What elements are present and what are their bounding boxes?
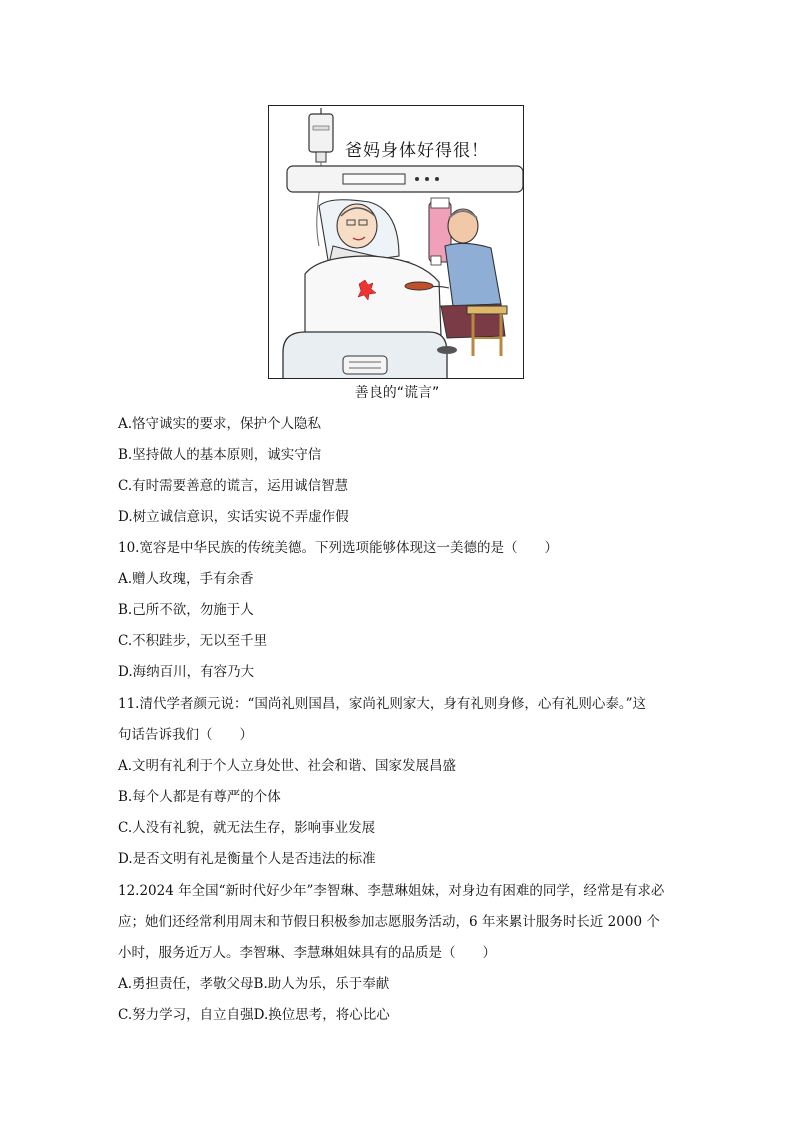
q12-stem-line3: 小时，服务近万人。李智琳、李慧琳姐妹具有的品质是（ ） [118, 945, 496, 961]
q11-option-b: B.每个人都是有尊严的个体 [118, 789, 281, 805]
q10-option-d: D.海纳百川，有容乃大 [118, 664, 255, 680]
q12-options-line1: A.勇担责任，孝敬父母B.助人为乐，乐于奉献 [118, 976, 390, 992]
q11-stem-line2: 句话告诉我们（ ） [118, 727, 253, 743]
q9-option-a: A.恪守诚实的要求，保护个人隐私 [118, 416, 322, 432]
speech-bubble-text: 爸妈身体好得很！ [345, 141, 489, 161]
q11-option-a: A.文明有礼利于个人立身处世、社会和谐、国家发展昌盛 [118, 758, 457, 774]
q12-options-line2: C.努力学习，自立自强D.换位思考，将心比心 [118, 1007, 390, 1023]
figure-caption: 善良的“谎言” [354, 385, 440, 401]
q9-option-d: D.树立诚信意识，实话实说不弄虚作假 [118, 509, 349, 525]
blanket [305, 256, 441, 344]
q12-stem-line2: 应；她们还经常利用周末和节假日积极参加志愿服务活动，6 年来累计服务时长近 2000 个 [118, 914, 660, 930]
q12-stem-line1: 12.2024 年全国“新时代好少年”李智琳、李慧琳姐妹，对身边有困难的同学，经常是有求必 [118, 883, 665, 899]
q10-stem: 10.宽容是中华民族的传统美德。下列选项能够体现这一美德的是（ ） [118, 540, 558, 556]
q10-option-a: A.赠人玫瑰，手有余香 [118, 571, 254, 587]
q10-option-c: C.不积跬步，无以至千里 [118, 633, 268, 649]
wall-panel [287, 166, 523, 192]
bed-footboard [283, 332, 447, 378]
q11-option-d: D.是否文明有礼是衡量个人是否违法的标准 [118, 851, 376, 867]
q9-option-b: B.坚持做人的基本原则，诚实守信 [118, 447, 322, 463]
q11-option-c: C.人没有礼貌，就无法生存，影响事业发展 [118, 820, 376, 836]
q10-option-b: B.己所不欲，勿施于人 [118, 602, 254, 618]
q9-option-c: C.有时需要善意的谎言，运用诚信智慧 [118, 478, 349, 494]
q11-stem-line1: 11.清代学者颜元说：“国尚礼则国昌，家尚礼则家大，身有礼则身修，心有礼则心泰。”这 [118, 696, 647, 712]
